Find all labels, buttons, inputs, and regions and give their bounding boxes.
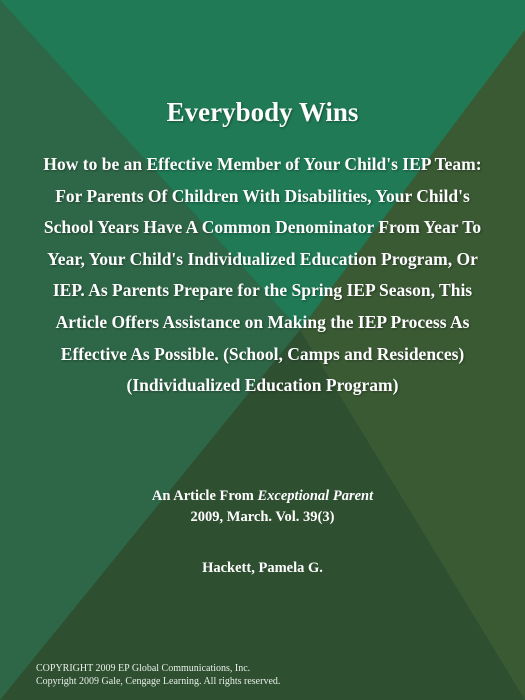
book-subtitle: How to be an Effective Member of Your Child's IEP Team: For Parents Of Children With Disabilities, Your Child's School Years Have A Common Denominator From Year To Year, Your Child's Individualized Education Program, Or IEP. As Parents Prepare for the Spring IEP Season, This Article Offers Assistance on Making the IEP Process As Effective As Possible. (School, Camps and Residences) (Individualized Education Program)	[43, 154, 482, 396]
source-prefix: An Article From	[151, 488, 254, 504]
copyright-line-2: Copyright 2009 Gale, Cengage Learning. All rights reserved.	[36, 675, 281, 687]
issue-info: 2009, March. Vol. 39(3)	[190, 509, 335, 525]
journal-name: Exceptional Parent	[257, 488, 374, 504]
source-line	[0, 486, 525, 507]
book-title: Everybody Wins	[166, 97, 359, 127]
copyright-line-1: COPYRIGHT 2009 EP Global Communications, Inc.	[36, 663, 251, 674]
author-name: Hackett, Pamela G.	[202, 560, 323, 576]
article-source	[0, 486, 525, 528]
copyright-notice	[36, 663, 496, 688]
